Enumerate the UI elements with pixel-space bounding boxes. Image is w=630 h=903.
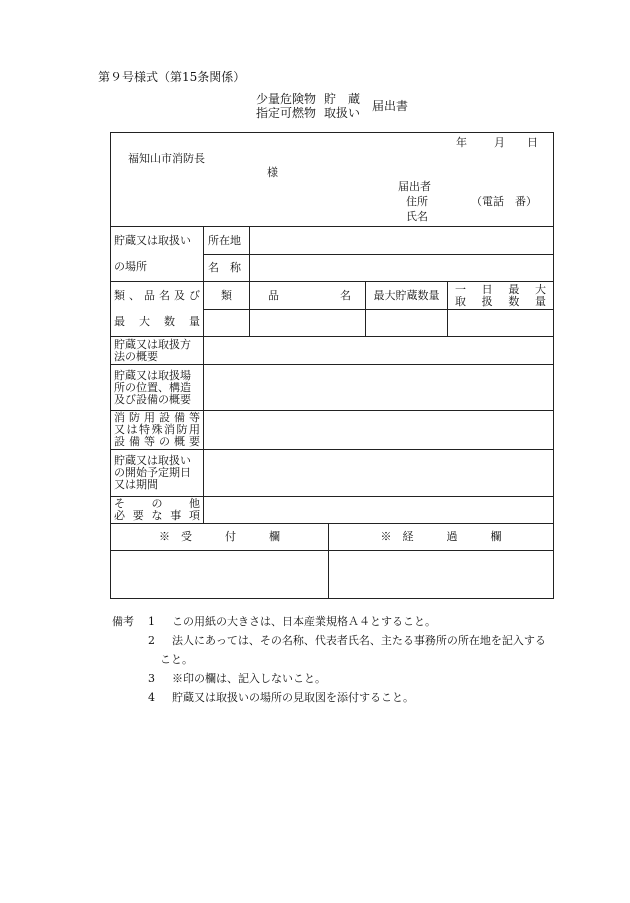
name-field-value[interactable] [250,255,554,282]
daily-line1-char: 日 [481,282,493,296]
facility-label-line1: 貯蔵又は取扱場 [114,368,191,382]
notifier-label: 届出者 [398,180,431,193]
phone-label: （電話 番） [471,195,537,208]
fire-label-line2: 又は特殊消防用 [114,423,200,436]
daily-header-line1 [451,284,550,296]
progress-area [329,551,554,599]
start-date-value[interactable] [204,450,554,497]
form-number: 第９号様式（第15条関係） [98,70,246,84]
name-field-label: 名 称 [204,255,250,282]
daily-line2-char: 量 [535,294,547,308]
address-field-label: 所在地 [204,227,250,255]
other-value[interactable] [204,497,554,524]
note-item [112,612,572,631]
max-storage-value[interactable] [366,310,448,337]
notification-form-table [110,132,554,599]
title-suffix: 届出書 [372,99,409,113]
fire-equipment-value[interactable] [204,411,554,450]
name-label: 氏名 [406,210,428,223]
category-label-cell [111,282,204,337]
notes-heading: 備考 [112,615,134,628]
note-text: こと。 [160,653,193,666]
daily-line2-char: 取 [455,294,466,308]
note-text: 法人にあっては、その名称、代表者氏名、主たる事務所の所在地を記入する [172,634,546,647]
facility-label-line2: 所の位置、構造 [114,380,191,394]
start-label-line2: の開始予定期日 [114,466,191,479]
honorific: 様 [267,166,278,179]
date-day: 日 [527,136,538,149]
notes-heading [112,688,148,707]
facility-value[interactable] [204,365,554,411]
col-item-header [250,282,366,310]
reception-header: ※ 受 付 欄 [111,524,329,551]
item-value[interactable] [250,310,366,337]
note-number: 2 [148,634,155,647]
facility-label-line3: 及び設備の概要 [114,392,191,406]
notes-section [112,612,572,707]
start-date-label-cell [111,450,204,497]
facility-label-cell [111,365,204,411]
other-label-line1: そ の 他 [114,497,200,510]
title-line2-right: 取扱い [324,106,361,120]
fire-label-line3: 設備等の概要 [114,435,200,448]
daily-line2-char: 扱 [481,294,493,308]
title-line1-left: 少量危険物 [256,92,317,106]
note-text: ※印の欄は、記入しないこと。 [172,672,326,685]
overview-label-line2: 法の概要 [114,349,158,363]
note-text: この用紙の大きさは、日本産業規格Ａ４とすること。 [172,615,436,628]
col-max-storage-header: 最大貯蔵数量 [366,282,448,310]
notes-heading [112,650,148,669]
addressee: 福知山市消防長 [128,152,205,165]
daily-max-value[interactable] [448,310,554,337]
location-label-line1: 貯蔵又は取扱い [114,234,191,247]
col-item-b: 名 [340,288,351,302]
category-label-line1: 類、品名及び [114,289,200,302]
category-label-line2: 最 大 数 量 [114,315,200,328]
date-month: 月 [494,136,505,149]
date-year: 年 [456,136,467,149]
top-block [111,133,554,227]
overview-label-line1: 貯蔵又は取扱方 [114,337,191,351]
fire-label-line1: 消防用設備等 [114,411,200,424]
col-item-a: 品 [268,288,279,302]
note-text: 貯蔵又は取扱いの場所の見取図を添付すること。 [172,691,414,704]
other-label-cell [111,497,204,524]
note-item [112,688,572,707]
daily-line1-char: 最 [508,282,520,296]
class-value[interactable] [204,310,250,337]
daily-line2-char: 数 [508,294,520,308]
reception-area [111,551,329,599]
daily-header-line2 [451,296,550,308]
note-item [112,669,572,688]
col-daily-max-header [448,282,554,310]
progress-header: ※ 経 過 欄 [329,524,554,551]
note-item [112,650,572,669]
overview-label-cell [111,337,204,365]
col-class-header: 類 [204,282,250,310]
location-label-cell [111,227,204,282]
daily-line1-char: 一 [455,282,466,296]
other-label-line2: 必要な事項 [114,509,200,522]
note-number: 4 [148,691,155,704]
fire-equipment-label-cell [111,411,204,450]
address-field-value[interactable] [250,227,554,255]
title-line1-right: 貯 蔵 [324,92,361,106]
location-label-line2: の場所 [114,260,147,273]
note-number: 1 [148,615,155,628]
title-line2-left: 指定可燃物 [256,106,317,120]
address-label: 住所 [406,195,428,208]
note-item [112,631,572,650]
notes-heading [112,669,148,688]
start-label-line3: 又は期間 [114,478,158,491]
form-title [256,92,408,120]
notes-heading [112,631,148,650]
note-number [148,650,160,669]
start-label-line1: 貯蔵又は取扱い [114,454,191,467]
note-number: 3 [148,672,155,685]
overview-value[interactable] [204,337,554,365]
daily-line1-char: 大 [535,282,547,296]
